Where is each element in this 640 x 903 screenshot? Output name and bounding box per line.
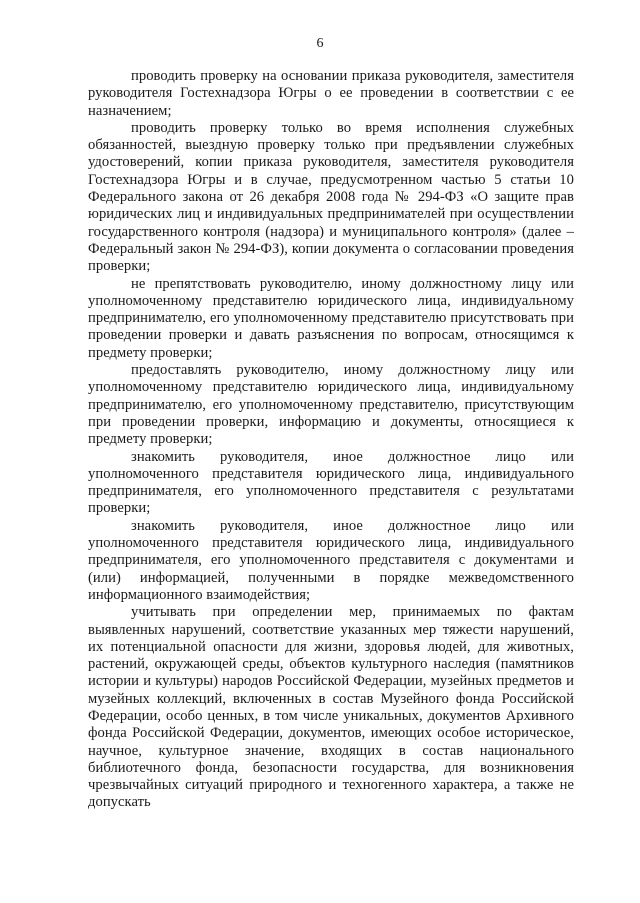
paragraph-6: знакомить руководителя, иное должностное лицо или уполномоченного представителя юридического лица, индивидуального предпринимателя, его уполномоченного представителя с документами и (или) информацией, полученными в порядке межведомственного информационного взаимодействия; (88, 517, 574, 603)
paragraph-4: предоставлять руководителю, иному должностному лицу или уполномоченному представителю юридического лица, индивидуальному предпринимателю, его уполномоченному представителю, присутствующим при проведении проверки, информацию и документы, относящиеся к предмету проверки; (88, 362, 574, 448)
paragraph-7: учитывать при определении мер, принимаемых по фактам выявленных нарушений, соответствие указанных мер тяжести нарушений, их потенциальной опасности для жизни, здоровья людей, для животных, растений, окружающей среды, объектов культурного наследия (памятников истории и культуры) народов Российской Федерации, музейных предметов и музейных коллекций, включенных в состав Музейного фонда Российской Федерации, особо ценных, в том числе уникальных, документов Архивного фонда Российской Федерации, документов, имеющих особое историческое, научное, культурное значение, входящих в состав национального библиотечного фонда, безопасности государства, для возникновения чрезвычайных ситуаций природного и техногенного характера, а также не допускать (88, 604, 574, 811)
paragraph-1: проводить проверку на основании приказа руководителя, заместителя руководителя Гостехнадзора Югры о ее проведении в соответствии с ее назначением; (88, 68, 574, 119)
document-body (88, 68, 574, 812)
paragraph-5: знакомить руководителя, иное должностное лицо или уполномоченного представителя юридического лица, индивидуального предпринимателя, его уполномоченного представителя с результатами проверки; (88, 448, 574, 517)
paragraph-2: проводить проверку только во время исполнения служебных обязанностей, выездную проверку только при предъявлении служебных удостоверений, копии приказа руководителя, заместителя руководителя Гостехнадзора Югры и в случае, предусмотренном частью 5 статьи 10 Федерального закона от 26 декабря 2008 года № 294-ФЗ «О защите прав юридических лиц и индивидуальных предпринимателей при осуществлении государственного контроля (надзора) и муниципального контроля» (далее – Федеральный закон № 294-ФЗ), копии документа о согласовании проведения проверки; (88, 119, 574, 275)
paragraph-3: не препятствовать руководителю, иному должностному лицу или уполномоченному представителю юридического лица, индивидуальному предпринимателю, его уполномоченному представителю присутствовать при проведении проверки и давать разъяснения по вопросам, относящимся к предмету проверки; (88, 275, 574, 361)
page-number: 6 (316, 36, 324, 51)
